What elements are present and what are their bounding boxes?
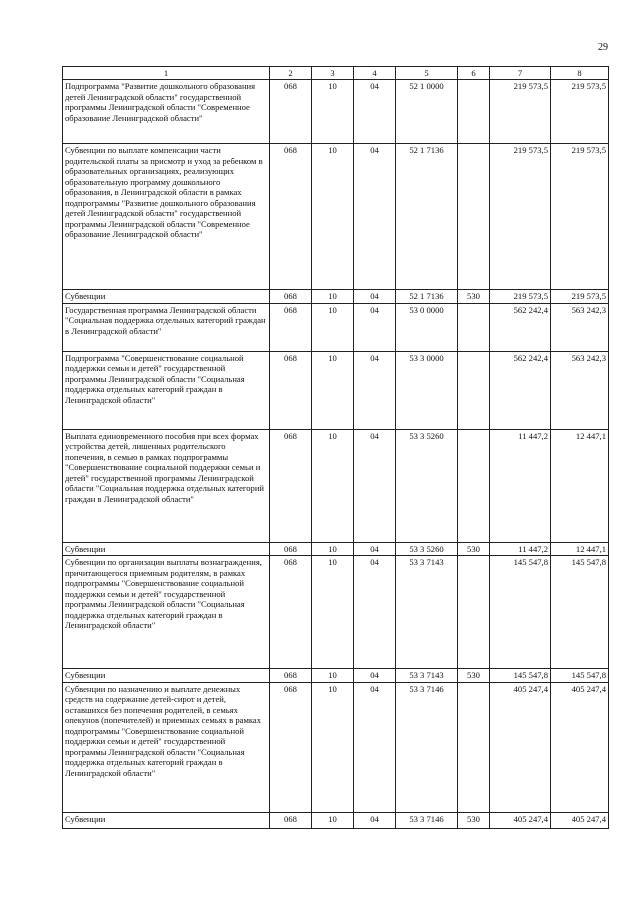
row-code-cell: 068 [270, 80, 312, 144]
row-amount-1-cell: 11 447,2 [490, 542, 551, 555]
header-cell: 8 [551, 67, 609, 80]
table-row [63, 682, 609, 812]
row-name-cell: Субвенции [63, 290, 270, 303]
header-cell: 3 [312, 67, 354, 80]
row-type-cell: 530 [458, 812, 490, 828]
row-target-cell: 52 1 7136 [396, 290, 458, 303]
row-subsection-cell: 04 [354, 669, 396, 682]
row-amount-2-cell: 145 547,8 [551, 669, 609, 682]
row-target-cell: 53 3 7146 [396, 682, 458, 812]
row-amount-1-cell: 562 242,4 [490, 303, 551, 351]
row-subsection-cell: 04 [354, 812, 396, 828]
row-amount-2-cell: 12 447,1 [551, 542, 609, 555]
row-subsection-cell: 04 [354, 290, 396, 303]
table-row [63, 290, 609, 303]
row-code-cell: 068 [270, 351, 312, 429]
row-code-cell: 068 [270, 144, 312, 290]
header-cell: 1 [63, 67, 270, 80]
row-amount-2-cell: 219 573,5 [551, 144, 609, 290]
row-name-cell: Субвенции по организации выплаты вознаграждения, причитающегося приемным родителям, в рамках подпрограммы "Совершенствование социальной поддержки семьи и детей" государственной программы Ленинградской области "Социальная поддержка отдельных категорий граждан в Ленинградской области" [63, 556, 270, 669]
table-row [63, 669, 609, 682]
row-type-cell [458, 80, 490, 144]
row-code-cell: 068 [270, 682, 312, 812]
table-row [63, 812, 609, 828]
row-amount-1-cell: 145 547,8 [490, 556, 551, 669]
row-type-cell [458, 303, 490, 351]
row-amount-1-cell: 405 247,4 [490, 682, 551, 812]
row-name-cell: Подпрограмма "Развитие дошкольного образования детей Ленинградской области" государственной программы Ленинградской области "Современное образование Ленинградской области" [63, 80, 270, 144]
row-subsection-cell: 04 [354, 542, 396, 555]
row-type-cell [458, 144, 490, 290]
row-section-cell: 10 [312, 556, 354, 669]
row-amount-2-cell: 145 547,8 [551, 556, 609, 669]
row-name-cell: Субвенции по выплате компенсации части родительской платы за присмотр и уход за ребенком в образовательных организациях, реализующих образовательную программу дошкольного образования, в Ленинградской области в рамках подпрограммы "Развитие дошкольного образования детей Ленинградской области" государственной программы Ленинградской области "Современное образование Ленинградской области" [63, 144, 270, 290]
row-name-cell: Субвенции [63, 542, 270, 555]
table-row [63, 351, 609, 429]
row-section-cell: 10 [312, 682, 354, 812]
row-amount-2-cell: 12 447,1 [551, 429, 609, 542]
row-type-cell [458, 682, 490, 812]
header-cell: 4 [354, 67, 396, 80]
row-name-cell: Субвенции по назначению и выплате денежных средств на содержание детей-сирот и детей, оставшихся без попечения родителей, в семьях опекунов (попечителей) и приемных семьях в рамках подпрограммы "Совершенствование социальной поддержки семьи и детей" государственной программы Ленинградской области "Социальная поддержка отдельных категорий граждан в Ленинградской области" [63, 682, 270, 812]
row-subsection-cell: 04 [354, 80, 396, 144]
table-row [63, 429, 609, 542]
row-target-cell: 53 3 7143 [396, 669, 458, 682]
row-code-cell: 068 [270, 812, 312, 828]
row-name-cell: Субвенции [63, 812, 270, 828]
row-amount-2-cell: 405 247,4 [551, 812, 609, 828]
table-row [63, 556, 609, 669]
row-type-cell: 530 [458, 542, 490, 555]
row-amount-1-cell: 219 573,5 [490, 144, 551, 290]
row-target-cell: 53 3 7143 [396, 556, 458, 669]
row-type-cell [458, 556, 490, 669]
row-section-cell: 10 [312, 80, 354, 144]
row-amount-1-cell: 145 547,8 [490, 669, 551, 682]
row-name-cell: Выплата единовременного пособия при всех формах устройства детей, лишенных родительского попечения, в семью в рамках подпрограммы "Совершенствование социальной поддержки семьи и детей" государственной программы Ленинградской области "Социальная поддержка отдельных категорий граждан в Ленинградской области" [63, 429, 270, 542]
budget-table [62, 66, 609, 829]
row-amount-2-cell: 563 242,3 [551, 303, 609, 351]
row-section-cell: 10 [312, 351, 354, 429]
row-code-cell: 068 [270, 669, 312, 682]
row-code-cell: 068 [270, 290, 312, 303]
row-subsection-cell: 04 [354, 351, 396, 429]
row-target-cell: 52 1 7136 [396, 144, 458, 290]
row-subsection-cell: 04 [354, 682, 396, 812]
row-amount-1-cell: 405 247,4 [490, 812, 551, 828]
row-amount-2-cell: 563 242,3 [551, 351, 609, 429]
row-code-cell: 068 [270, 556, 312, 669]
row-name-cell: Подпрограмма "Совершенствование социальной поддержки семьи и детей" государственной программы Ленинградской области "Социальная поддержка отдельных категорий граждан в Ленинградской области" [63, 351, 270, 429]
page-number: 29 [598, 42, 608, 53]
row-target-cell: 53 3 0000 [396, 351, 458, 429]
row-target-cell: 52 1 0000 [396, 80, 458, 144]
row-section-cell: 10 [312, 429, 354, 542]
table-row [63, 144, 609, 290]
header-cell: 2 [270, 67, 312, 80]
row-subsection-cell: 04 [354, 144, 396, 290]
row-section-cell: 10 [312, 144, 354, 290]
row-section-cell: 10 [312, 669, 354, 682]
row-code-cell: 068 [270, 303, 312, 351]
row-amount-2-cell: 219 573,5 [551, 80, 609, 144]
row-name-cell: Государственная программа Ленинградской области "Социальная поддержка отдельных категорий граждан в Ленинградской области" [63, 303, 270, 351]
header-row [63, 67, 609, 80]
row-amount-2-cell: 405 247,4 [551, 682, 609, 812]
row-name-cell: Субвенции [63, 669, 270, 682]
row-target-cell: 53 0 0000 [396, 303, 458, 351]
row-code-cell: 068 [270, 429, 312, 542]
row-type-cell: 530 [458, 669, 490, 682]
table-row [63, 542, 609, 555]
row-type-cell [458, 429, 490, 542]
row-subsection-cell: 04 [354, 556, 396, 669]
header-cell: 5 [396, 67, 458, 80]
row-amount-1-cell: 219 573,5 [490, 80, 551, 144]
row-amount-1-cell: 219 573,5 [490, 290, 551, 303]
row-target-cell: 53 3 5260 [396, 429, 458, 542]
table-row [63, 80, 609, 144]
header-cell: 6 [458, 67, 490, 80]
table-row [63, 303, 609, 351]
row-subsection-cell: 04 [354, 303, 396, 351]
row-section-cell: 10 [312, 542, 354, 555]
row-section-cell: 10 [312, 303, 354, 351]
row-type-cell: 530 [458, 290, 490, 303]
row-subsection-cell: 04 [354, 429, 396, 542]
row-target-cell: 53 3 5260 [396, 542, 458, 555]
row-target-cell: 53 3 7146 [396, 812, 458, 828]
row-amount-1-cell: 562 242,4 [490, 351, 551, 429]
row-section-cell: 10 [312, 812, 354, 828]
header-cell: 7 [490, 67, 551, 80]
row-section-cell: 10 [312, 290, 354, 303]
row-amount-1-cell: 11 447,2 [490, 429, 551, 542]
row-amount-2-cell: 219 573,5 [551, 290, 609, 303]
row-type-cell [458, 351, 490, 429]
row-code-cell: 068 [270, 542, 312, 555]
